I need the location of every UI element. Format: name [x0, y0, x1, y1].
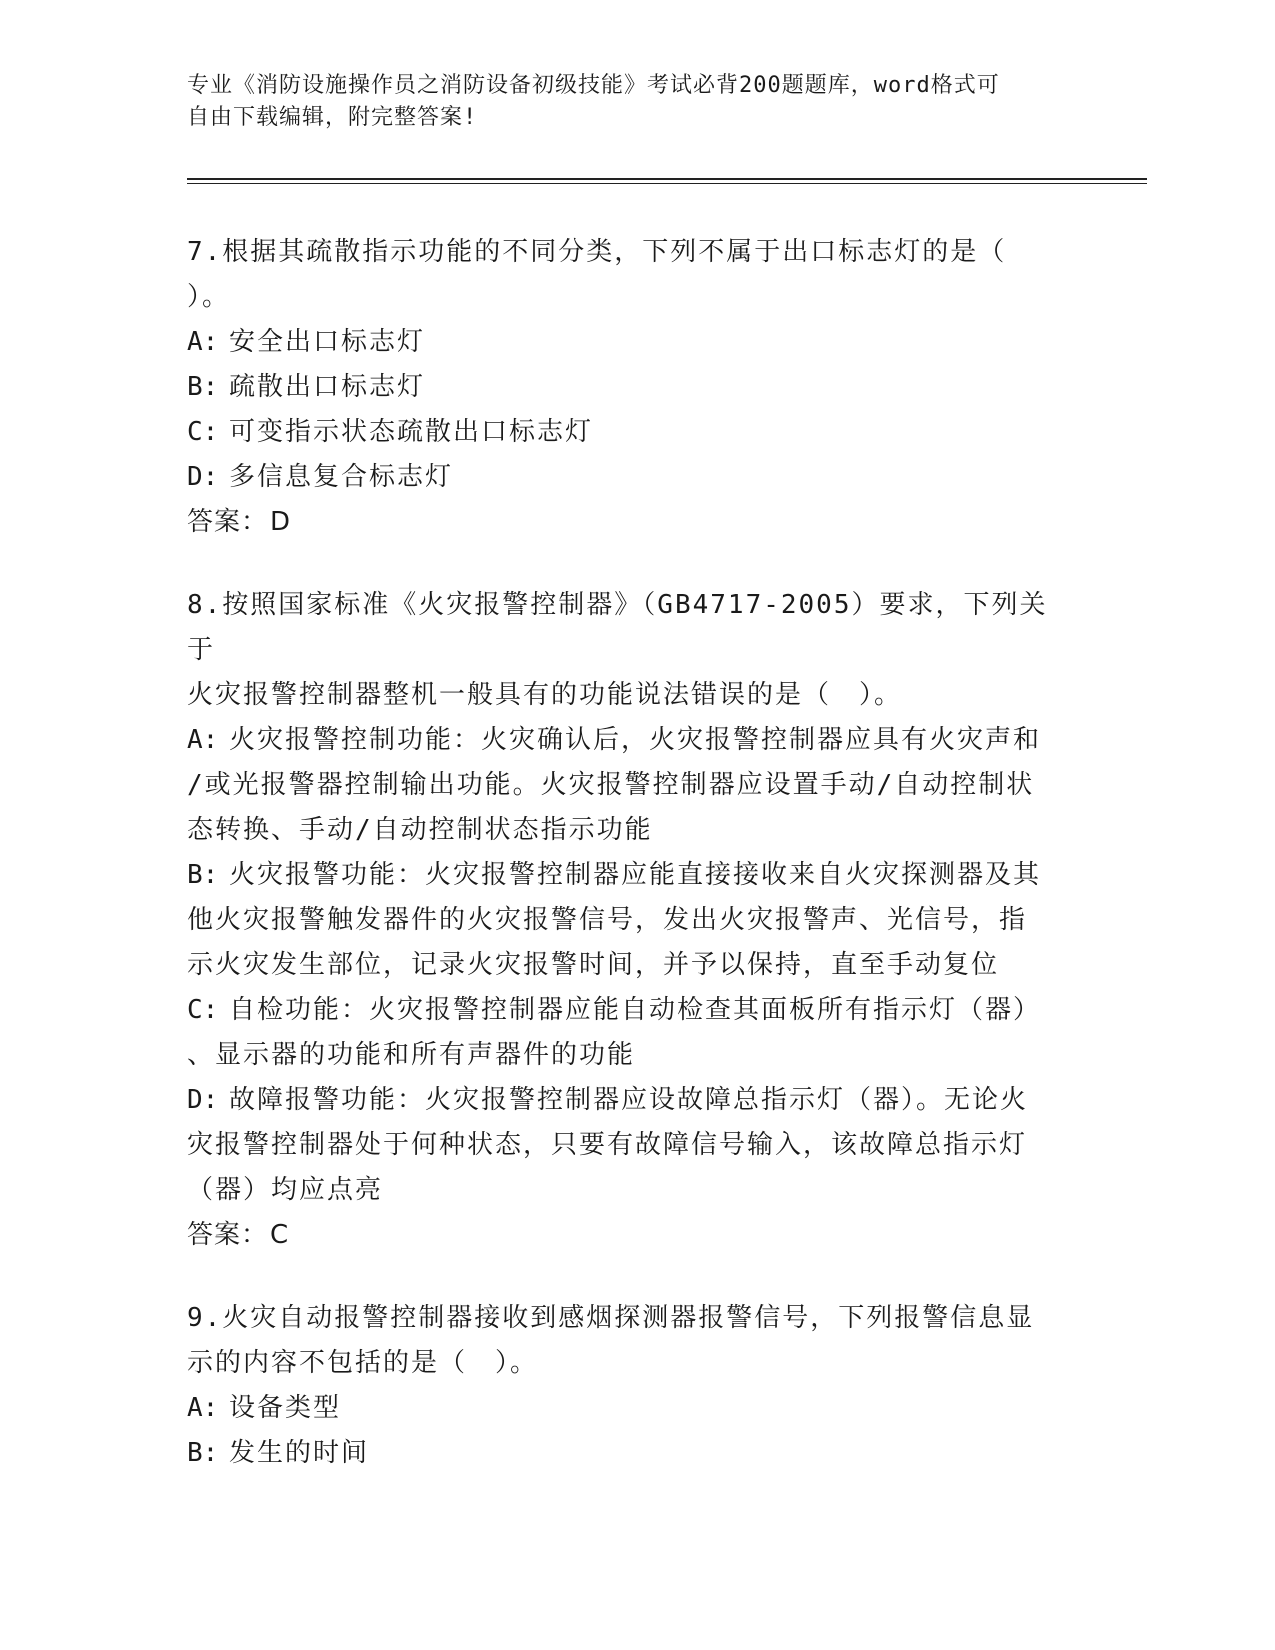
- question-stem-line: 9.火灾自动报警控制器接收到感烟探测器报警信号，下列报警信息显: [187, 1303, 1035, 1333]
- option-text: 火灾报警控制功能：火灾确认后，火灾报警控制器应具有火灾声和: [229, 725, 1042, 755]
- answer-value: D: [270, 507, 292, 537]
- answer-option-line: [187, 365, 1067, 410]
- question-stem-line: 8.按照国家标准《火灾报警控制器》（GB4717-2005）要求，下列关于: [187, 590, 1048, 665]
- answer-value: C: [270, 1220, 290, 1250]
- option-text: 发生的时间: [229, 1438, 370, 1468]
- option-key: B:: [187, 372, 219, 402]
- answer-option-line: [187, 1168, 1067, 1213]
- option-key: A:: [187, 327, 219, 357]
- option-key: C:: [187, 995, 219, 1025]
- answer-option-line: [187, 718, 1067, 763]
- option-text: 他火灾报警触发器件的火灾报警信号，发出火灾报警声、光信号，指: [187, 905, 1028, 935]
- answer-option-line: [187, 410, 1067, 455]
- option-text: 火灾报警功能：火灾报警控制器应能直接接收来自火灾探测器及其: [229, 860, 1042, 890]
- option-key: A:: [187, 725, 219, 755]
- answer-option-line: [187, 320, 1067, 365]
- answer-option-line: [187, 1431, 1067, 1476]
- answer-option-line: [187, 1033, 1067, 1078]
- option-text: （器）均应点亮: [187, 1175, 384, 1205]
- divider-thick-line: [187, 178, 1147, 180]
- option-text: 多信息复合标志灯: [229, 462, 454, 492]
- option-text: 故障报警功能：火灾报警控制器应设故障总指示灯（器）。无论火: [229, 1085, 1029, 1115]
- option-key: B:: [187, 860, 219, 890]
- question-list: [187, 230, 1067, 1514]
- option-text: 可变指示状态疏散出口标志灯: [229, 417, 594, 447]
- option-text: 、显示器的功能和所有声器件的功能: [187, 1040, 636, 1070]
- document-header: [187, 70, 1047, 134]
- question-stem-line: 7.根据其疏散指示功能的不同分类，下列不属于出口标志灯的是（: [187, 237, 1007, 267]
- option-text: 安全出口标志灯: [229, 327, 426, 357]
- option-text: 疏散出口标志灯: [229, 372, 426, 402]
- option-text: 灾报警控制器处于何种状态，只要有故障信号输入，该故障总指示灯: [187, 1130, 1028, 1160]
- question-block: [187, 1296, 1067, 1476]
- answer-option-line: [187, 853, 1067, 898]
- answer-line: [187, 1213, 1067, 1258]
- question-stem-line: 示的内容不包括的是（ ）。: [187, 1348, 539, 1378]
- question-stem-line: 火灾报警控制器整机一般具有的功能说法错误的是（ ）。: [187, 680, 903, 710]
- question-stem-line: ）。: [187, 282, 231, 312]
- answer-label: 答案：: [187, 507, 269, 537]
- answer-option-line: [187, 898, 1067, 943]
- answer-option-line: [187, 988, 1067, 1033]
- option-text: 设备类型: [229, 1393, 342, 1423]
- header-line: 自由下载编辑，附完整答案!: [187, 105, 478, 130]
- option-key: C:: [187, 417, 219, 447]
- answer-option-line: [187, 763, 1067, 808]
- answer-option-line: [187, 943, 1067, 988]
- header-divider: [187, 178, 1147, 184]
- document-page: [187, 70, 1147, 1468]
- option-text: 态转换、手动/自动控制状态指示功能: [187, 815, 653, 845]
- option-key: A:: [187, 1393, 219, 1423]
- question-block: [187, 583, 1067, 1258]
- divider-thin-line: [187, 183, 1147, 184]
- question-block: [187, 230, 1067, 545]
- answer-label: 答案：: [187, 1220, 269, 1250]
- option-text: 自检功能：火灾报警控制器应能自动检查其面板所有指示灯（器）: [229, 995, 1042, 1025]
- answer-line: [187, 500, 1067, 545]
- option-key: D:: [187, 462, 219, 492]
- answer-option-line: [187, 1123, 1067, 1168]
- option-text: 示火灾发生部位，记录火灾报警时间，并予以保持，直至手动复位: [187, 950, 1000, 980]
- option-key: D:: [187, 1085, 219, 1115]
- option-key: B:: [187, 1438, 219, 1468]
- answer-option-line: [187, 1078, 1067, 1123]
- answer-option-line: [187, 1386, 1067, 1431]
- answer-option-line: [187, 455, 1067, 500]
- option-text: /或光报警器控制输出功能。火灾报警控制器应设置手动/自动控制状: [187, 770, 1035, 800]
- header-line: 专业《消防设施操作员之消防设备初级技能》考试必背200题题库，word格式可: [187, 73, 1000, 98]
- answer-option-line: [187, 808, 1067, 853]
